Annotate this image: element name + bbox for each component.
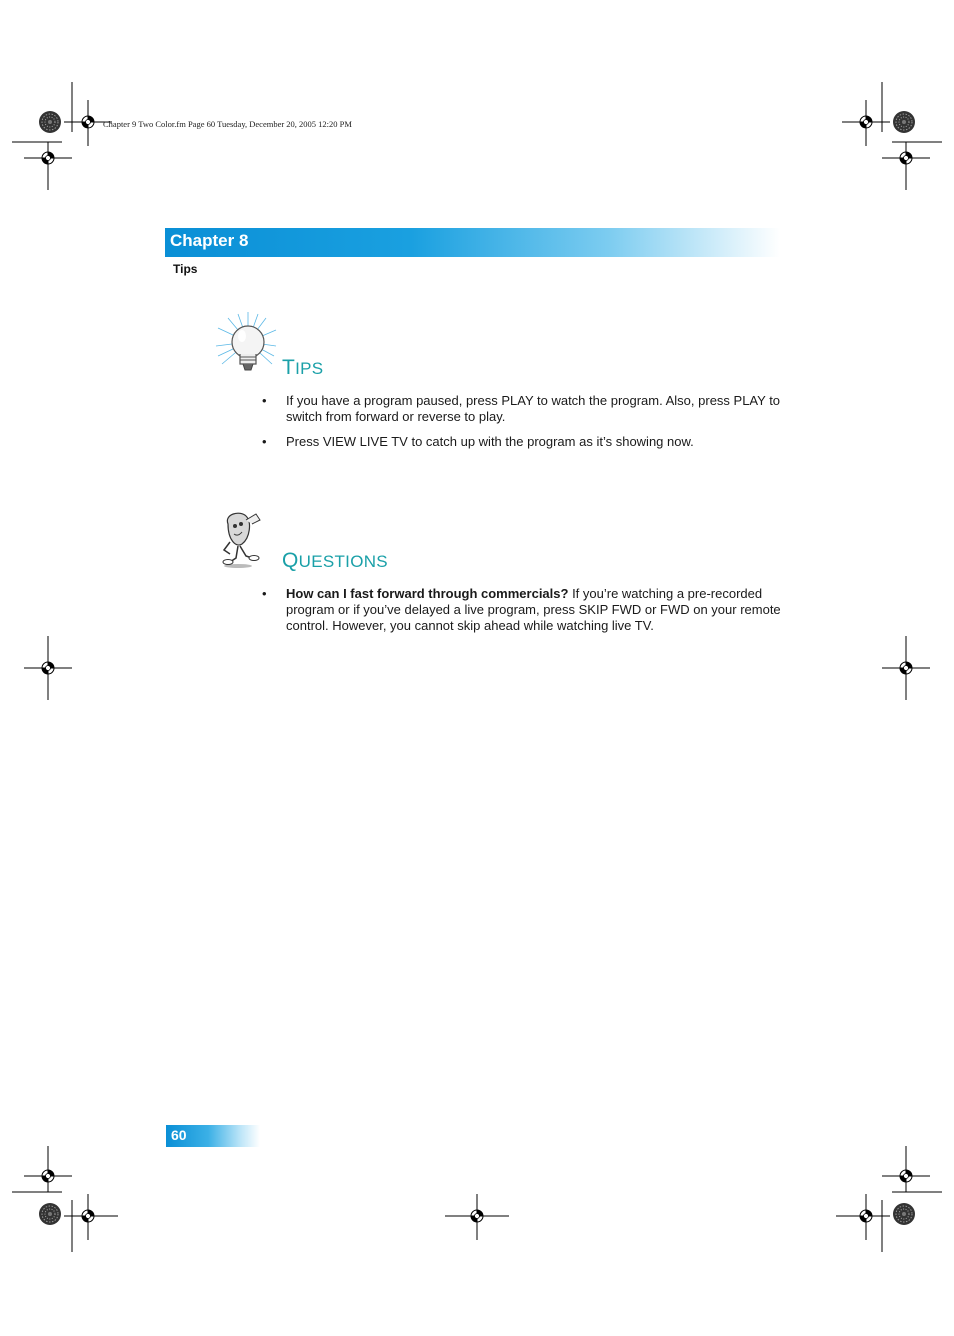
tip-item: If you have a program paused, press PLAY to watch the program. Also, press PLAY to switch from forward or reverse to play. <box>286 393 781 424</box>
question-text: How can I fast forward through commercials? <box>286 586 569 601</box>
question-item <box>286 586 786 634</box>
questions-heading <box>282 549 388 573</box>
chapter-title: Chapter 8 <box>170 231 249 250</box>
cartoon-character-icon <box>216 510 268 570</box>
bullet-marker: • <box>262 393 267 408</box>
bullet-marker: • <box>262 586 267 601</box>
bullet-marker: • <box>262 434 267 449</box>
chapter-banner <box>165 228 780 257</box>
tips-heading-initial: T <box>282 356 296 379</box>
page-number: 60 <box>171 1127 187 1143</box>
running-section-label: Tips <box>173 262 198 276</box>
tips-heading-rest: IPS <box>295 359 324 378</box>
lightbulb-icon <box>216 312 276 376</box>
questions-heading-rest: UESTIONS <box>298 552 388 571</box>
tip-item: Press VIEW LIVE TV to catch up with the program as it’s showing now. <box>286 434 694 449</box>
tips-heading <box>282 356 323 380</box>
questions-heading-initial: Q <box>282 549 299 572</box>
print-info: Chapter 9 Two Color.fm Page 60 Tuesday, December 20, 2005 12:20 PM <box>103 119 352 129</box>
answer-text: If you’re watching a pre-recorded program or if you’ve delayed a live program, press SKIP FWD or FWD on your remote control. However, you cannot skip ahead while watching live TV. <box>286 586 781 633</box>
